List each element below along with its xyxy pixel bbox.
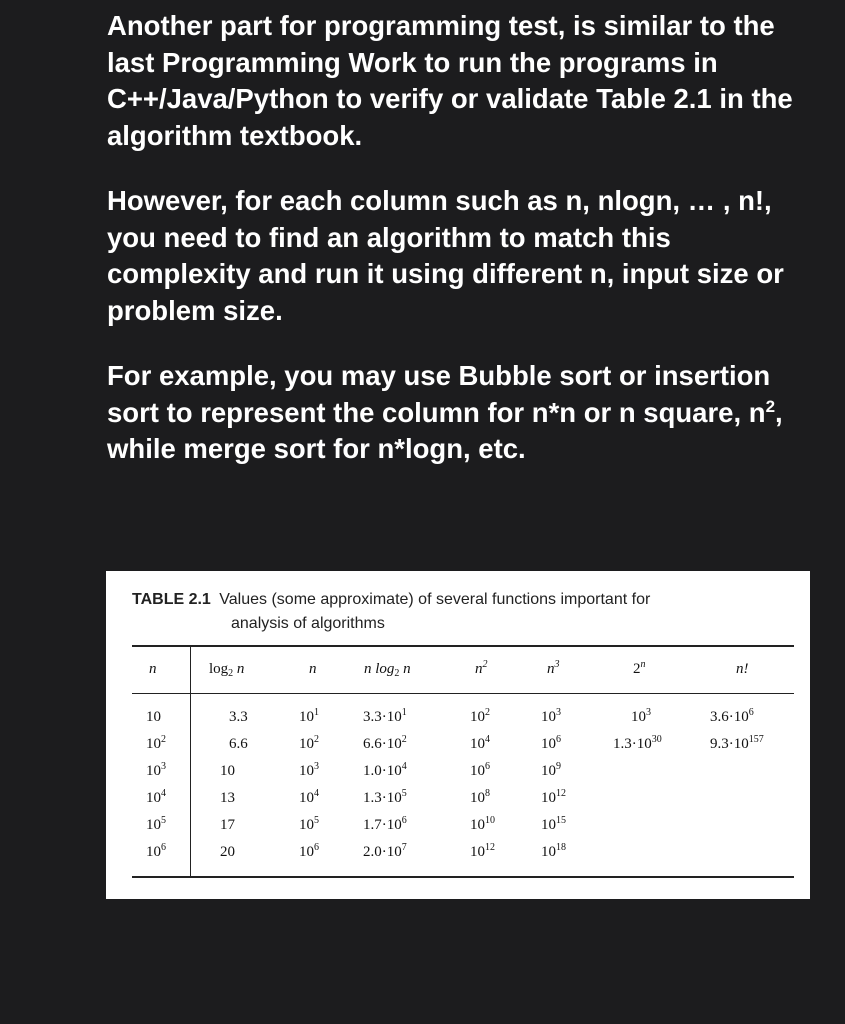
cell-exponent: 4 [401,761,407,772]
cell-base: 10 [146,817,161,833]
table-cell-n-cubed [541,844,566,861]
cell-exponent: 2 [161,734,166,745]
header-log2n [209,661,244,679]
header-2-to-n [633,661,646,678]
header-n-linear: n [309,661,317,677]
cell-exponent: 4 [485,734,490,745]
table-caption [132,588,792,636]
cell-base: 10 [470,736,485,752]
message-text-block [107,8,817,497]
table-image [106,571,810,899]
cell-exponent: 6 [314,842,319,853]
cell-exponent: 3 [161,761,166,772]
message-text: For example, you may use Bubble sort or insertion sort to represent the column for n*n or n square, n [107,360,771,428]
table-cell-log2n: 17 [220,817,235,833]
table-cell-n-squared [470,709,490,726]
table-cell-n-squared [470,763,490,780]
cell-exponent: 6 [485,761,490,772]
cell-exponent: 5 [314,815,319,826]
table-cell-nlog2n [363,844,407,861]
cell-exponent: 3 [556,707,561,718]
header-part: n [547,661,555,677]
cell-base: 10 [470,817,485,833]
table-cell-n-squared [470,790,490,807]
table-cell-n-linear [299,763,319,780]
cell-exponent: 12 [556,788,566,799]
cell-exponent: 6 [556,734,561,745]
message-paragraph: However, for each column such as n, nlogn, … , n!, you need to find an algorithm to match this complexity and run it using different n, input size or problem size. [107,185,784,326]
header-nlog2n [364,661,411,679]
cell-base: 1.3·10 [613,736,652,752]
cell-base: 3.3·10 [363,709,402,725]
cell-base: 10 [146,790,161,806]
table-cell-nlog2n [363,817,407,834]
table-cell-n [146,736,166,753]
header-part: n [475,661,483,677]
table-cell-n [146,763,166,780]
table-cell-n [146,790,166,807]
cell-base: 10 [299,790,314,806]
cell-base: 6.6·10 [363,736,402,752]
table-cell-log2n: 10 [220,763,235,779]
cell-base: 10 [541,736,556,752]
header-part: n [399,661,411,677]
message-paragraph: Another part for programming test, is similar to the last Programming Work to run the programs in C++/Java/Python to verify or validate Table 2.1 in the algorithm textbook. [107,10,793,151]
cell-base: 1.3·10 [363,790,402,806]
table-header-rule [132,693,794,694]
cell-base: 10 [470,709,485,725]
cell-exponent: 12 [485,842,495,853]
cell-exponent: 2 [485,707,490,718]
table-cell-n-squared [470,736,490,753]
cell-base: 10 [146,709,161,725]
table-cell-nlog2n [363,763,407,780]
cell-exponent: 7 [401,842,407,853]
cell-base: 10 [470,844,485,860]
cell-exponent: 30 [651,734,662,745]
cell-base: 1.7·10 [363,817,402,833]
cell-base: 10 [541,790,556,806]
cell-exponent: 6 [401,815,407,826]
table-cell-n [146,709,161,726]
table-top-rule [132,645,794,647]
cell-base: 10 [299,817,314,833]
cell-exponent: 4 [161,788,166,799]
superscript-exponent: 2 [765,396,776,416]
table-bottom-rule [132,876,794,878]
table-cell-n-linear [299,790,319,807]
cell-base: 10 [541,844,556,860]
header-part: n [233,661,245,677]
table-cell-n-linear [299,736,319,753]
table-cell-n [146,817,166,834]
table-cell-n-factorial [710,736,764,753]
table-cell-log2n: 3.3 [229,709,248,725]
table-cell-n-cubed [541,817,566,834]
table-cell-nlog2n [363,709,407,726]
cell-exponent: 3 [314,761,319,772]
cell-base: 10 [299,763,314,779]
table-label: TABLE 2.1 [132,591,211,608]
table-cell-2-to-n [631,709,651,726]
cell-base: 10 [541,763,556,779]
cell-base: 10 [541,817,556,833]
cell-exponent: 5 [161,815,166,826]
cell-base: 2.0·10 [363,844,402,860]
cell-base: 1.0·10 [363,763,402,779]
table-column-divider [190,645,191,877]
cell-base: 10 [299,709,314,725]
header-subscript: 2 [228,668,234,679]
header-part: 2 [633,661,641,677]
cell-exponent: 1 [314,707,319,718]
cell-exponent: 18 [556,842,566,853]
cell-exponent: 9 [556,761,561,772]
header-part: log [209,661,229,677]
cell-base: 10 [146,736,161,752]
table-cell-n-cubed [541,736,561,753]
header-subscript: 2 [394,668,400,679]
cell-exponent: 157 [748,734,764,745]
cell-exponent: 4 [314,788,319,799]
cell-base: 10 [146,763,161,779]
caption-line [132,588,792,612]
cell-base: 10 [470,763,485,779]
header-n: n [149,661,157,677]
cell-base: 10 [541,709,556,725]
table-cell-log2n: 6.6 [229,736,248,752]
message-paragraph [107,358,817,468]
table-cell-n-squared [470,817,495,834]
cell-base: 9.3·10 [710,736,749,752]
cell-exponent: 3 [646,707,651,718]
table-cell-n-cubed [541,709,561,726]
table-cell-n-cubed [541,790,566,807]
cell-base: 10 [470,790,485,806]
header-n-squared [475,661,488,678]
table-cell-log2n: 13 [220,790,235,806]
caption-text: Values (some approximate) of several functions important for [219,591,651,608]
cell-base: 10 [146,844,161,860]
table-cell-2-to-n [613,736,662,753]
table-cell-n-linear [299,709,319,726]
cell-base: 10 [299,844,314,860]
header-n-cubed [547,661,560,678]
cell-exponent: 1 [401,707,407,718]
table-cell-n-cubed [541,763,561,780]
header-superscript: 2 [482,659,488,670]
table-cell-n-squared [470,844,495,861]
cell-exponent: 10 [485,815,495,826]
table-cell-n-linear [299,844,319,861]
cell-exponent: 2 [314,734,319,745]
cell-exponent: 5 [401,788,407,799]
table-cell-log2n: 20 [220,844,235,860]
cell-exponent: 6 [748,707,754,718]
table-cell-n-factorial [710,709,754,726]
cell-base: 10 [299,736,314,752]
message-text: , while merge sort for n*logn, etc. [107,396,783,464]
cell-exponent: 15 [556,815,566,826]
cell-base: 3.6·10 [710,709,749,725]
table-cell-n [146,844,166,861]
header-superscript: n [640,659,646,670]
header-n-factorial: n! [736,661,749,677]
table-cell-n-linear [299,817,319,834]
table-cell-nlog2n [363,736,407,753]
cell-base: 10 [631,709,646,725]
cell-exponent: 2 [401,734,407,745]
cell-exponent: 6 [161,842,166,853]
header-superscript: 3 [554,659,560,670]
cell-exponent: 8 [485,788,490,799]
table-cell-nlog2n [363,790,407,807]
caption-text: analysis of algorithms [231,615,385,632]
header-part: n log [364,661,395,677]
